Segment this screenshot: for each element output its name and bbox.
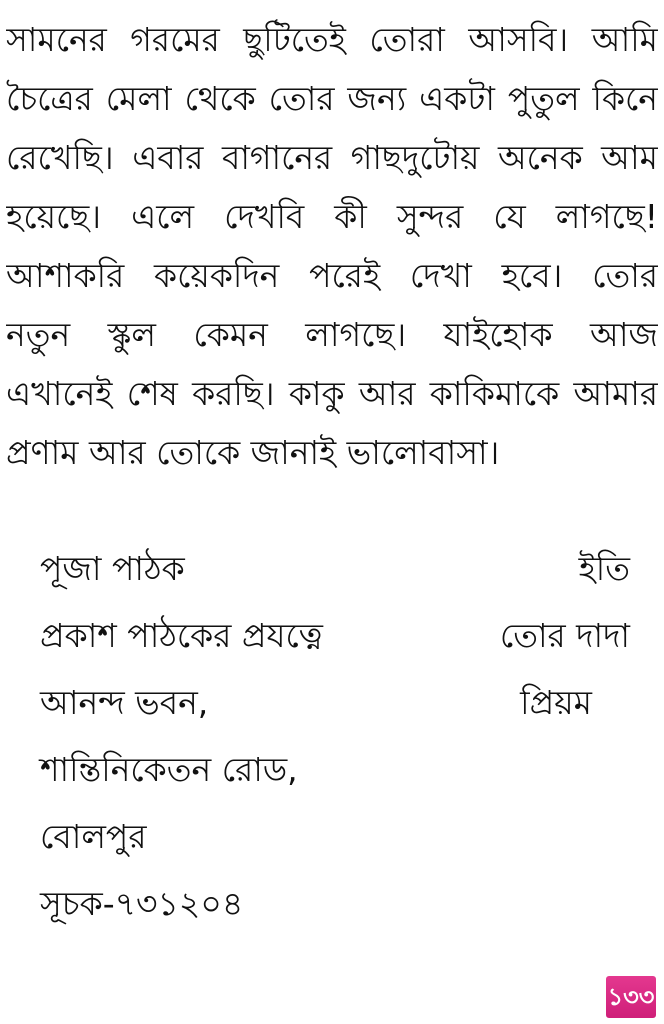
address-care-of: প্রকাশ পাঠকের প্রযত্নে — [40, 616, 324, 655]
address-road: শান্তিনিকেতন রোড, — [40, 750, 298, 789]
letter-line: সামনের গরমের ছুটিতেই তোরা আসবি। আমি — [6, 20, 658, 59]
letter-line: প্রণাম আর তোকে জানাই ভালোবাসা। — [6, 433, 500, 472]
closing-iti: ইতি — [578, 549, 630, 588]
letter-line: চৈত্রের মেলা থেকে তোর জন্য একটা পুতুল কিনে — [6, 79, 658, 118]
address-pin-code: সূচক-৭৩১২০৪ — [40, 884, 244, 923]
address-recipient-name: পূজা পাঠক — [40, 549, 185, 588]
page-number-badge: ১৩৩ — [606, 976, 656, 1018]
closing-sender-name: প্রিয়ম — [520, 683, 592, 722]
letter-closing — [410, 535, 630, 736]
letter-line: নতুন স্কুল কেমন লাগছে। যাইহোক আজ — [6, 315, 658, 354]
address-building: আনন্দ ভবন, — [40, 683, 209, 722]
letter-line: রেখেছি। এবার বাগানের গাছদুটোয় অনেক আম — [6, 138, 658, 177]
address-town: বোলপুর — [40, 817, 147, 856]
letter-line: আশাকরি কয়েকদিন পরেই দেখা হবে। তোর — [6, 256, 658, 295]
letter-body — [6, 10, 658, 482]
letter-line: হয়েছে। এলে দেখবি কী সুন্দর যে লাগছে! — [6, 197, 658, 236]
letter-line: এখানেই শেষ করছি। কাকু আর কাকিমাকে আমার — [6, 374, 658, 413]
closing-relation: তোর দাদা — [499, 616, 630, 655]
